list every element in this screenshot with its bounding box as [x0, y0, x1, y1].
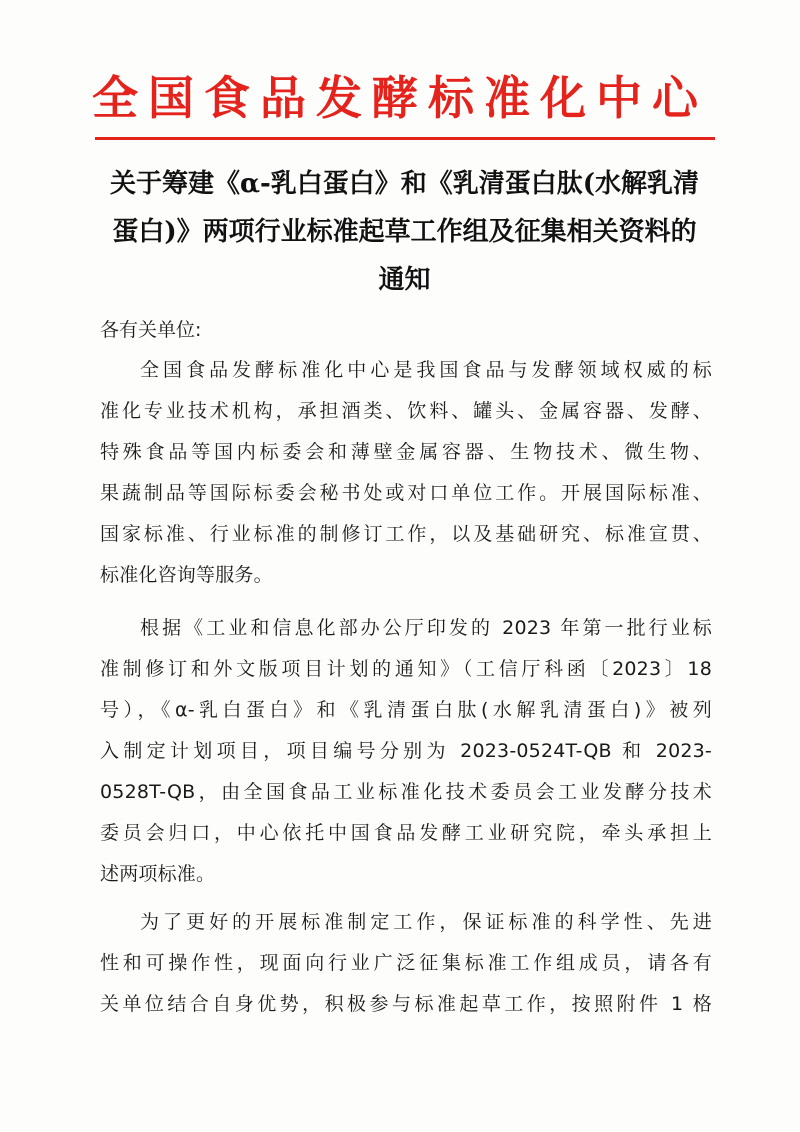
- paragraph-line: 果蔬制品等国际标委会秘书处或对口单位工作。开展国际标准、: [100, 482, 712, 504]
- paragraph-line: 根据《工业和信息化部办公厅印发的 2023 年第一批行业标: [140, 617, 712, 639]
- title-line: 通知: [378, 265, 431, 295]
- paragraph-line: 0528T-QB，由全国食品工业标准化技术委员会工业发酵分技术: [100, 781, 712, 803]
- paragraph-line: 标准化咨询等服务。: [100, 564, 273, 586]
- paragraph-line: 准化专业技术机构，承担酒类、饮料、罐头、金属容器、发酵、: [100, 400, 712, 422]
- paragraph-center-intro: [100, 350, 712, 596]
- salutation: 各有关单位:: [100, 319, 202, 341]
- paragraph-line: 号），《α-乳白蛋白》和《乳清蛋白肽(水解乳清蛋白)》被列: [100, 699, 712, 721]
- paragraph-line: 准制修订和外文版项目计划的通知》（工信厅科函〔2023〕18: [100, 658, 712, 680]
- paragraph-line: 特殊食品等国内标委会和薄壁金属容器、生物技术、微生物、: [100, 441, 712, 463]
- masthead-organization: 全国食品发酵标准化中心: [92, 71, 708, 125]
- title-line: 蛋白)》两项行业标准起草工作组及征集相关资料的: [112, 217, 697, 247]
- notice-title: [92, 160, 717, 304]
- paragraph-line: 委员会归口，中心依托中国食品发酵工业研究院，牵头承担上: [100, 822, 712, 844]
- paragraph-line: 为了更好的开展标准制定工作，保证标准的科学性、先进: [140, 911, 712, 933]
- paragraph-line: 述两项标准。: [100, 863, 216, 885]
- paragraph-call-for-members: [100, 902, 712, 1025]
- masthead-divider: [95, 137, 715, 140]
- paragraph-line: 全国食品发酵标准化中心是我国食品与发酵领域权威的标: [140, 359, 712, 381]
- paragraph-line: 入制定计划项目，项目编号分别为 2023-0524T-QB 和 2023-: [100, 740, 712, 762]
- title-line: 关于筹建《α-乳白蛋白》和《乳清蛋白肽(水解乳清: [109, 169, 700, 199]
- paragraph-line: 国家标准、行业标准的制修订工作，以及基础研究、标准宣贯、: [100, 523, 712, 545]
- paragraph-line: 性和可操作性，现面向行业广泛征集标准工作组成员，请各有: [100, 952, 712, 974]
- paragraph-project-basis: [100, 608, 712, 895]
- paragraph-line: 关单位结合自身优势，积极参与标准起草工作，按照附件 1 格: [100, 993, 712, 1015]
